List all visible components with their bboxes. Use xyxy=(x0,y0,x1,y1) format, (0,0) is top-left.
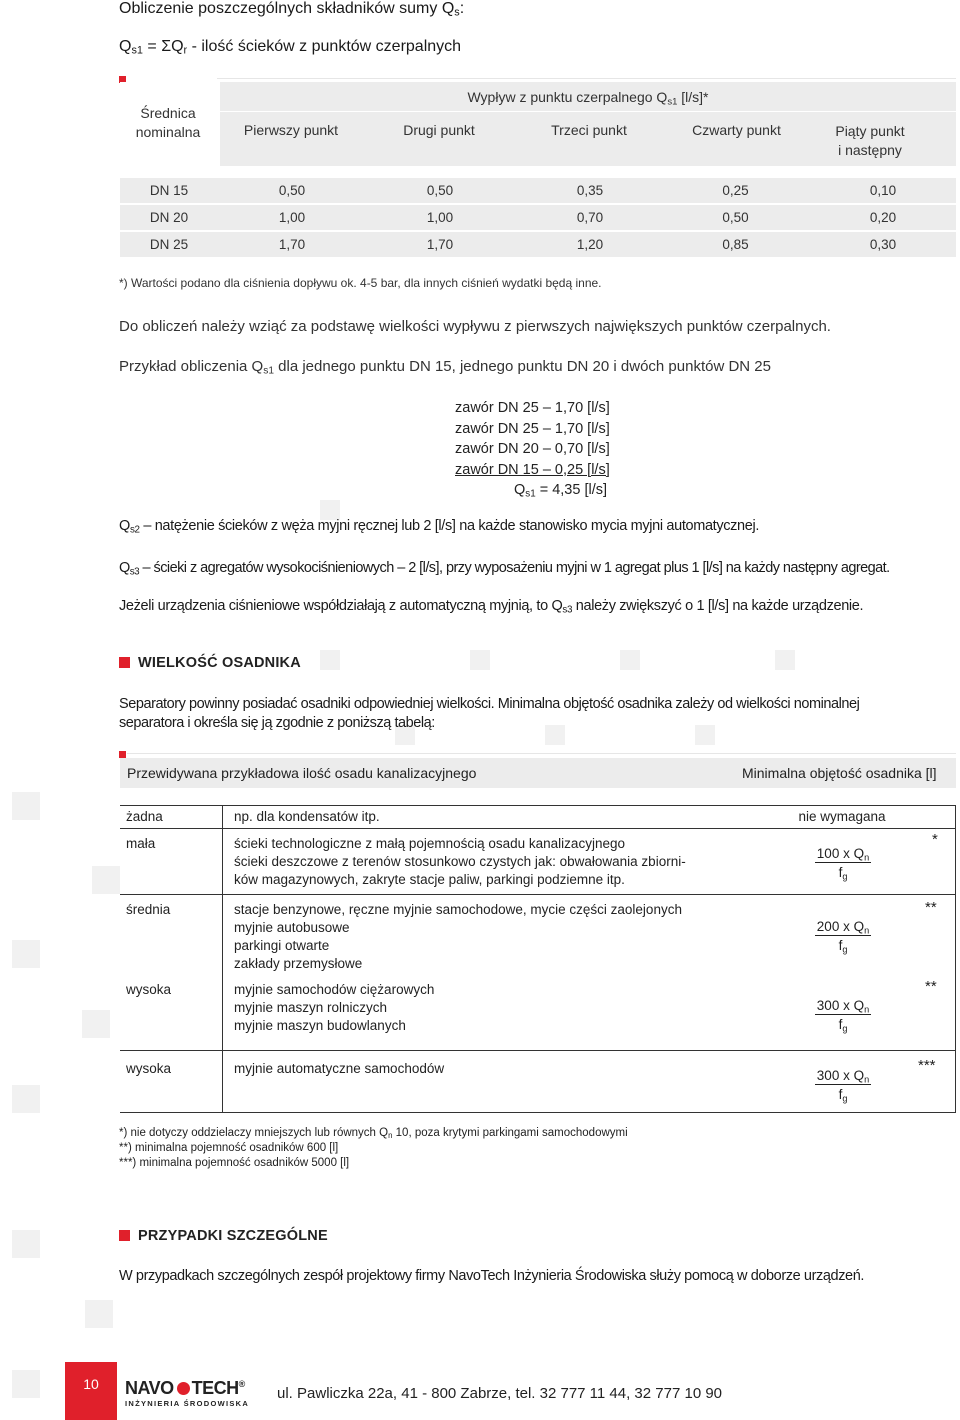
table1-group-header: Wypływ z punktu czerpalnego $Q_{s1}$ [l/s]* xyxy=(467,89,709,108)
section-title: PRZYPADKI SZCZEGÓLNE xyxy=(138,1228,328,1244)
row-desc: myjnie samochodów ciężarowych myjnie maszyn rolniczych myjnie maszyn budowlanych xyxy=(234,982,435,1033)
divider xyxy=(120,1050,956,1051)
page-number: 10 xyxy=(83,1376,99,1392)
logo-dot xyxy=(177,1382,190,1395)
table-cell: 0,35 xyxy=(576,183,604,198)
row-stars: ** xyxy=(925,899,937,916)
divider xyxy=(120,894,956,895)
table2-header-right: Minimalna objętość osadnika [l] xyxy=(742,765,937,781)
decor-square xyxy=(12,1085,40,1113)
table-row xyxy=(120,205,956,230)
decor-square xyxy=(92,866,120,894)
decor-square xyxy=(12,940,40,968)
row-level: średnia xyxy=(126,902,171,917)
table1-col-header: Piąty punkt i następny xyxy=(835,123,905,158)
section-heading: Obliczenie poszczególnych składników sumy $Q_s$: xyxy=(119,0,465,19)
page-number-box xyxy=(65,1362,117,1420)
example-intro: Przykład obliczenia $Q_{s1}$ dla jednego punktu DN 15, jednego punktu DN 20 i dwóch punktów DN 25 xyxy=(119,358,771,377)
note-basis: Do obliczeń należy wziąć za podstawę wielkości wypływu z pierwszych największych punktów czerpalnych. xyxy=(119,318,831,335)
table2-footnotes: *) nie dotyczy oddzielaczy mniejszych lub równych $Q_n$ 10, poza krytymi parkingami samochodowymi **) minimalna pojemność osadników 600 [l] ***) minimalna pojemność osadników 5000 [l] xyxy=(119,1127,628,1169)
section3-text: W przypadkach szczególnych zespół projektowy firmy NavoTech Inżynieria Środowiska służy pomocą w doborze urządzeń. xyxy=(119,1268,864,1284)
row-stars: * xyxy=(932,831,938,848)
table-cell: 0,50 xyxy=(426,183,454,198)
row-desc: myjnie automatyczne samochodów xyxy=(234,1061,445,1076)
table1-col-header: Trzeci punkt xyxy=(551,122,627,138)
table-cell: 1,00 xyxy=(278,210,306,225)
formula-qs1: $Q_{s1} = \Sigma Q_r$ - ilość ścieków z punktów czerpalnych xyxy=(119,38,462,57)
decor-square xyxy=(12,1370,40,1398)
calc-line: zawór DN 25 – 1,70 [l/s] xyxy=(455,420,610,437)
table1-footnote: *) Wartości podano dla ciśnienia dopływu ok. 4-5 bar, dla innych ciśnień wydatki będą inne. xyxy=(119,276,602,290)
table-row xyxy=(120,232,956,257)
decor-square xyxy=(620,650,640,670)
table-cell: 0,50 xyxy=(278,183,306,198)
row-level: wysoka xyxy=(126,982,172,997)
qs3-text: $Q_{s3}$ – ścieki z agregatów wysokociśnieniowych – 2 [l/s], przy wyposażeniu myjni w 1 agregat plus 1 [l/s] na każdy następny agregat. xyxy=(119,560,890,578)
decor-square xyxy=(12,1230,40,1258)
table-cell: 1,70 xyxy=(426,237,454,252)
qs2-text: $Q_{s2}$ – natężenie ścieków z węża myjni ręcznej lub 2 [l/s] na każde stanowisko mycia myjni automatycznej. xyxy=(119,518,760,536)
table-cell: 1,70 xyxy=(278,237,306,252)
section-bullet xyxy=(119,1230,130,1241)
table1-col-header: Pierwszy punkt xyxy=(243,122,339,138)
row-formula: $\frac{200 x Q_n}{f_g}$ xyxy=(816,919,870,955)
row-formula: $\frac{300 x Q_n}{f_g}$ xyxy=(816,1068,870,1104)
table2-header xyxy=(120,758,956,788)
table-row xyxy=(120,178,956,203)
company-logo: NAVO TECH® INŻYNIERIA ŚRODOWISKA xyxy=(125,1378,250,1408)
table-cell: 0,30 xyxy=(869,237,897,252)
row-value: nie wymagana xyxy=(798,809,886,824)
decor-square xyxy=(82,1010,110,1038)
divider xyxy=(222,806,223,1112)
divider xyxy=(120,805,956,806)
divider xyxy=(217,78,956,79)
row-level: wysoka xyxy=(126,1061,172,1076)
decor-square xyxy=(775,650,795,670)
section2-intro: Separatory powinny posiadać osadniki odpowiedniej wielkości. Minimalna objętość osadnika zależy od wielkości nominalnej separatora i określa się ją zgodnie z poniższą tabelą: xyxy=(119,696,860,731)
example-calc xyxy=(455,398,610,501)
coop-text: Jeżeli urządzenia ciśnieniowe współdziałają z automatyczną myjnią, to $Q_{s3}$ należy zwiększyć o 1 [l/s] na każde urządzenie. xyxy=(119,598,864,616)
table1-col0-header: Średnica nominalna xyxy=(120,82,216,166)
table-cell: 0,50 xyxy=(722,210,749,225)
row-level: mała xyxy=(126,836,156,851)
row-stars: *** xyxy=(918,1057,936,1074)
table-cell: DN 25 xyxy=(149,237,189,252)
row-stars: ** xyxy=(925,978,937,995)
table-marker xyxy=(119,751,126,758)
row-formula: $\frac{300 x Q_n}{f_g}$ xyxy=(816,998,870,1034)
calc-line: zawór DN 20 – 0,70 [l/s] xyxy=(455,441,610,457)
table-cell: 0,20 xyxy=(869,210,897,225)
table-cell: 0,10 xyxy=(869,183,897,198)
calc-line: zawór DN 25 – 1,70 [l/s] xyxy=(455,400,610,416)
section-title: WIELKOŚĆ OSADNIKA xyxy=(138,655,301,671)
table-cell: 0,85 xyxy=(722,237,749,252)
table-cell: 1,20 xyxy=(576,237,604,252)
divider xyxy=(127,753,956,754)
divider xyxy=(955,806,956,1112)
row-level: żadna xyxy=(126,809,163,824)
divider xyxy=(220,111,956,112)
table-cell: 0,25 xyxy=(722,183,749,198)
decor-square xyxy=(470,650,490,670)
table-cell: DN 15 xyxy=(149,183,189,198)
footer-address: ul. Pawliczka 22a, 41 - 800 Zabrze, tel. 32 777 11 44, 32 777 10 90 xyxy=(277,1385,723,1402)
calc-line: zawór DN 15 – 0,25 [l/s] xyxy=(455,461,610,478)
row-desc: np. dla kondensatów itp. xyxy=(234,809,380,824)
table1-col-header: Czwarty punkt xyxy=(692,122,781,138)
row-formula: $\frac{100 x Q_n}{f_g}$ xyxy=(816,846,870,882)
table-cell: 1,00 xyxy=(426,210,454,225)
row-desc: stacje benzynowe, ręczne myjnie samochodowe, mycie części zaolejonych myjnie autobusowe parkingi otwarte zakłady przemysłowe xyxy=(234,902,682,971)
divider xyxy=(120,828,956,829)
divider xyxy=(120,1112,956,1113)
table-cell: DN 20 xyxy=(149,210,189,225)
section-bullet xyxy=(119,657,130,668)
table2-header-left: Przewidywana przykładowa ilość osadu kanalizacyjnego xyxy=(127,765,477,781)
decor-square xyxy=(320,500,340,520)
decor-square xyxy=(12,792,40,820)
table-cell: 0,70 xyxy=(576,210,604,225)
row-desc: ścieki technologiczne z małą pojemnością osadu kanalizacyjnego ścieki deszczowe z terenów stosunkowo czystych jak: obwałowania zbiorni- ków magazynowych, zakryte stacje paliw, parkingi podziemne itp. xyxy=(234,836,686,887)
decor-square xyxy=(85,1300,113,1328)
decor-square xyxy=(320,650,340,670)
table1-col-header: Drugi punkt xyxy=(403,122,475,138)
calc-total: $Q_{s1} = 4,35$ [l/s] xyxy=(514,482,608,500)
